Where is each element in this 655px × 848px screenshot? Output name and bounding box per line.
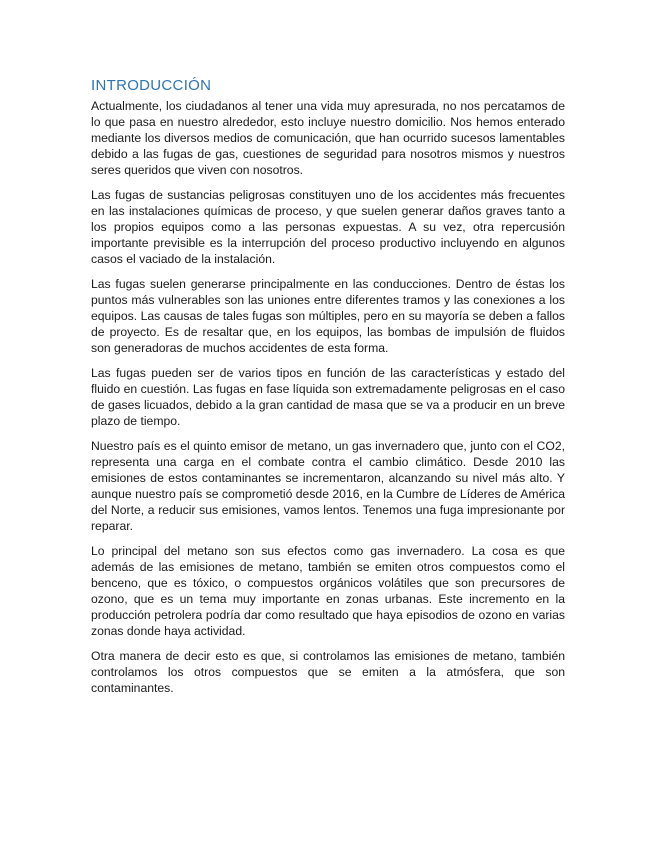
paragraph-intro: Actualmente, los ciudadanos al tener una vida muy apresurada, no nos percatamos de lo que pasa en nuestro alrededor, esto incluye nuestro domicilio. Nos hemos enterado mediante los diversos medios de comunicación, que han ocurrido sucesos lamentables debido a las fugas de gas, cuestiones de seguridad para nosotros mismos y nuestros seres queridos que viven con nosotros.	[91, 99, 565, 177]
document-body	[91, 76, 565, 705]
paragraph-leak-sources: Las fugas suelen generarse principalmente en las conducciones. Dentro de éstas los puntos más vulnerables son las uniones entre diferentes tramos y las conexiones a los equipos. Las causas de tales fugas son múltiples, pero en su mayoría se deben a fallos de proyecto. Es de resaltar que, en los equipos, las bombas de impulsión de fluidos son generadoras de muchos accidentes de esta forma.	[91, 277, 565, 355]
paragraph-methane-effects: Lo principal del metano son sus efectos como gas invernadero. La cosa es que además de las emisiones de metano, también se emiten otros compuestos como el benceno, que es tóxico, o compuestos orgánicos volátiles que son precursores de ozono, que es un tema muy importante en zonas urbanas. Este incremento en la producción petrolera podría dar como resultado que haya episodios de ozono en varias zonas donde haya actividad.	[91, 544, 565, 638]
paragraph-conclusion: Otra manera de decir esto es que, si controlamos las emisiones de metano, también controlamos los otros compuestos que se emiten a la atmósfera, que son contaminantes.	[91, 649, 565, 695]
paragraph-leak-types: Las fugas pueden ser de varios tipos en función de las características y estado del fluido en cuestión. Las fugas en fase líquida son extremadamente peligrosas en el caso de gases licuados, debido a la gran cantidad de masa que se va a producir en un breve plazo de tiempo.	[91, 366, 565, 428]
paragraph-hazardous-leaks: Las fugas de sustancias peligrosas constituyen uno de los accidentes más frecuentes en las instalaciones químicas de proceso, y que suelen generar daños graves tanto a los propios equipos como a las personas expuestas. A su vez, otra repercusión importante previsible es la interrupción del proceso productivo incluyendo en algunos casos el vaciado de la instalación.	[91, 188, 565, 266]
section-heading: INTRODUCCIÓN	[91, 77, 212, 94]
paragraph-methane-emitter: Nuestro país es el quinto emisor de metano, un gas invernadero que, junto con el CO2, representa una carga en el combate contra el cambio climático. Desde 2010 las emisiones de estos contaminantes se incrementaron, alcanzando su nivel más alto. Y aunque nuestro país se comprometió desde 2016, en la Cumbre de Líderes de América del Norte, a reducir sus emisiones, vamos lentos. Tenemos una fuga impresionante por reparar.	[91, 439, 565, 533]
